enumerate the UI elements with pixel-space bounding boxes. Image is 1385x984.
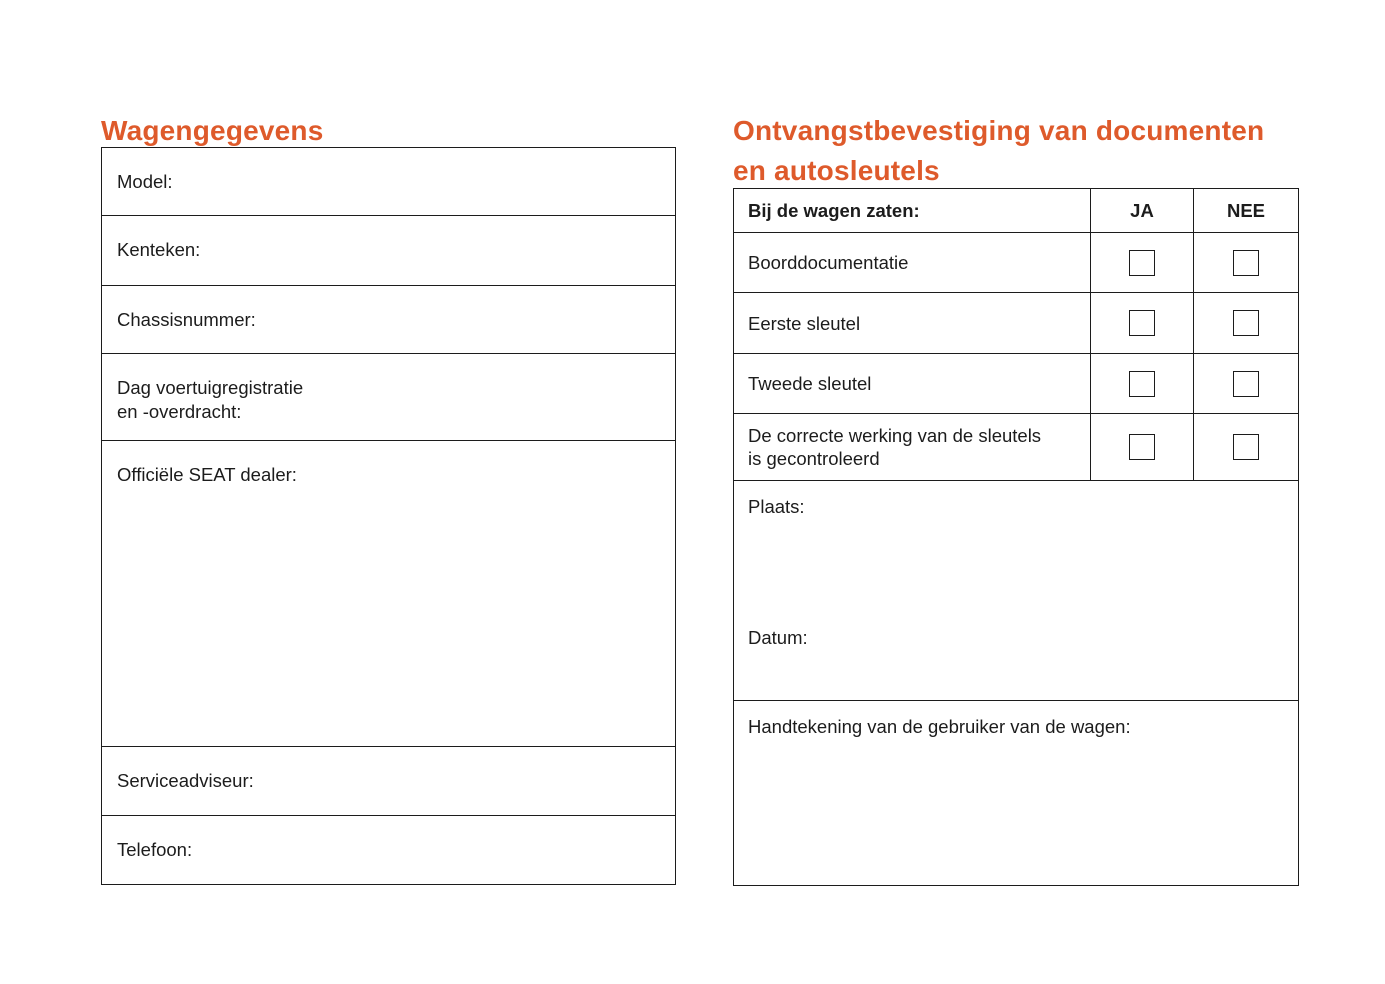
receipt-confirmation-table (733, 188, 1299, 886)
checkbox-nee-eerste-sleutel[interactable] (1233, 310, 1259, 336)
checkbox-ja-boorddocumentatie[interactable] (1129, 250, 1155, 276)
checkbox-nee-boorddocumentatie[interactable] (1233, 250, 1259, 276)
field-chassisnummer (102, 286, 675, 354)
field-serviceadviseur (102, 747, 675, 816)
field-registratiedag-label-line2: en -overdracht: (117, 401, 242, 422)
checkbox-nee-tweede-sleutel[interactable] (1233, 371, 1259, 397)
field-registratiedag-label-line1: Dag voertuigregistratie (117, 377, 304, 398)
field-handtekening-label: Handtekening van de gebruiker van de wagen: (748, 716, 1131, 737)
table-row-boorddocumentatie (734, 233, 1298, 293)
field-chassisnummer-label: Chassisnummer: (117, 309, 256, 330)
table-header-row (734, 189, 1298, 233)
right-section-title-line1: Ontvangstbevestiging van documenten (733, 114, 1265, 146)
field-telefoon (102, 816, 675, 884)
field-registratiedag (102, 354, 675, 441)
table-row-eerste-sleutel (734, 293, 1298, 354)
header-label: Bij de wagen zaten: (748, 200, 920, 221)
field-kenteken-label: Kenteken: (117, 239, 201, 260)
header-label-cell (734, 189, 1090, 232)
field-model-label: Model: (117, 171, 173, 192)
checkbox-ja-werking-sleutels[interactable] (1129, 434, 1155, 460)
vehicle-data-table (101, 147, 676, 885)
left-section-title: Wagengegevens (101, 114, 324, 146)
field-model (102, 148, 675, 216)
header-nee-label: NEE (1226, 200, 1266, 221)
row-label: De correcte werking van de sleutels is gecontroleerd (748, 425, 1042, 469)
field-telefoon-label: Telefoon: (117, 839, 193, 860)
right-section-title (733, 111, 1293, 191)
field-seat-dealer (102, 441, 675, 747)
field-plaats-datum (734, 481, 1298, 701)
header-nee-cell (1193, 189, 1298, 232)
field-seat-dealer-label: Officiële SEAT dealer: (117, 464, 297, 485)
right-section-title-line2: en autosleutels (733, 154, 940, 186)
field-kenteken (102, 216, 675, 286)
field-serviceadviseur-label: Serviceadviseur: (117, 770, 254, 791)
header-ja-label: JA (1130, 200, 1154, 221)
row-label: Tweede sleutel (748, 373, 872, 394)
checkbox-nee-werking-sleutels[interactable] (1233, 434, 1259, 460)
row-label: Boorddocumentatie (748, 252, 909, 273)
field-plaats-label: Plaats: (748, 496, 805, 517)
field-datum-label: Datum: (748, 627, 808, 648)
table-row-werking-sleutels (734, 414, 1298, 481)
row-label: Eerste sleutel (748, 312, 861, 334)
field-handtekening (734, 701, 1298, 885)
table-row-tweede-sleutel (734, 354, 1298, 414)
header-ja-cell (1090, 189, 1193, 232)
checkbox-ja-eerste-sleutel[interactable] (1129, 310, 1155, 336)
checkbox-ja-tweede-sleutel[interactable] (1129, 371, 1155, 397)
